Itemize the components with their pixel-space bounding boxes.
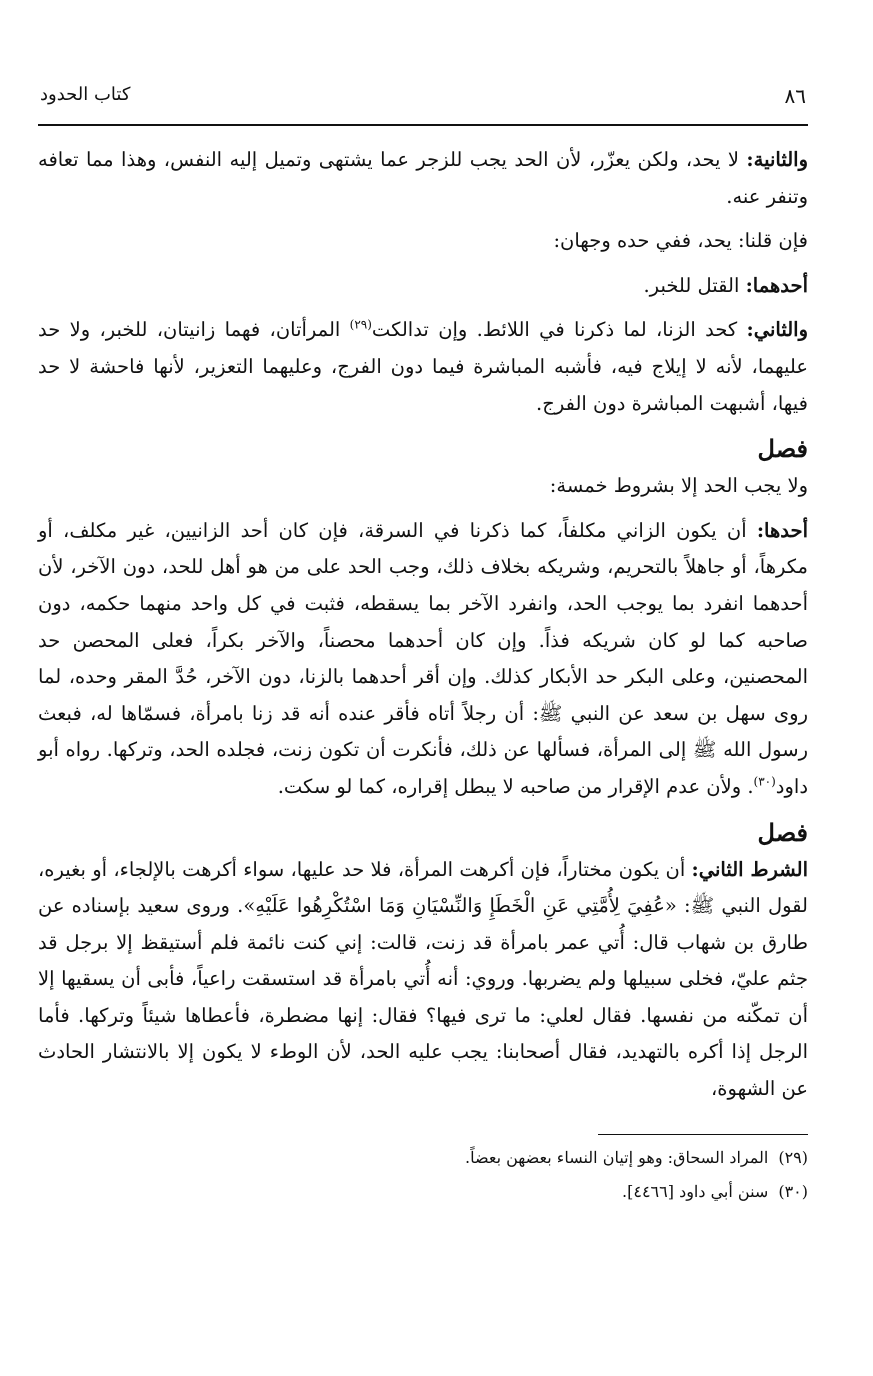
section-heading: فصل bbox=[757, 434, 808, 464]
paragraph-second-opinion bbox=[38, 142, 808, 215]
paragraph-lead: أحدهما: bbox=[745, 273, 808, 297]
footnote-divider bbox=[598, 1134, 808, 1135]
paragraph-text: ولا يجب الحد إلا بشروط خمسة: bbox=[549, 474, 808, 498]
footnote-ref-30[interactable]: (٣٠) bbox=[753, 774, 776, 789]
page-header bbox=[38, 80, 808, 116]
paragraph-second-condition bbox=[38, 852, 808, 1108]
paragraph-lead: والثاني: bbox=[746, 318, 809, 342]
footnote-30 bbox=[38, 1175, 808, 1209]
book-page bbox=[38, 80, 808, 1209]
paragraph-lead: الشرط الثاني: bbox=[691, 857, 808, 881]
footnote-text: سنن أبي داود [٤٤٦٦]. bbox=[622, 1181, 769, 1201]
footnote-29 bbox=[38, 1141, 808, 1175]
running-title: كتاب الحدود bbox=[40, 84, 131, 105]
paragraph-first-aspect bbox=[38, 268, 808, 305]
paragraph-text: كحد الزنا، لما ذكرنا في اللائط. وإن تدالكت bbox=[371, 318, 747, 342]
paragraph-text: أن يكون الزاني مكلفاً، كما ذكرنا في السرقة، فإن كان أحد الزانيين، غير مكلف، أو مكرهاً، أو جاهلاً بالتحريم، وشريكه بخلاف ذلك، وجب الحد على من هو أهل للحد، دون الآخر، لأن أحدهما انفرد بما يوجب الحد، وانفرد الآخر بما يسقطه، فثبت في كل واحد منهما حكمه، دون صاحبه كما لو كان شريكه فذاً. وإن كان أحدهما محصناً، والآخر بكراً، فعلى المحصن حد المحصنين، وعلى البكر حد الأبكار كذلك. وإن أقر أحدهما بالزنا، دون الآخر، حُدَّ المقر وحده، لما روى سهل بن سعد عن النبي ﷺ: أن رجلاً أتاه فأقر عنده أنه قد زنا بامرأة، فسمّاها له، فبعث رسول الله ﷺ إلى المرأة، فسألها عن ذلك، فأنكرت أن تكون زنت، فجلده الحد، وتركها. رواه أبو داود bbox=[38, 518, 808, 798]
footnote-number: (٢٩) bbox=[778, 1147, 808, 1167]
paragraph-text: فإن قلنا: يحد، ففي حده وجهان: bbox=[553, 229, 808, 253]
header-divider bbox=[38, 124, 808, 126]
paragraph-text: القتل للخبر. bbox=[643, 273, 746, 297]
footnote-ref-29[interactable]: (٢٩) bbox=[349, 317, 372, 332]
paragraph-text: لا يحد، ولكن يعزّر، لأن الحد يجب للزجر عما يشتهى وتميل إليه النفس، وهذا مما تعافه وتنفر عنه. bbox=[38, 148, 808, 208]
footnote-number: (٣٠) bbox=[778, 1181, 808, 1201]
paragraph-text: المرأتان، فهما زانيتان، للخبر، ولا حد عليهما، لأنه لا إيلاج فيه، فأشبه المباشرة فيما دون الفرج، وعليهما التعزير، لأنها فاحشة لا حد فيها، أشبهت المباشرة دون الفرج. bbox=[38, 318, 808, 415]
section-heading: فصل bbox=[757, 817, 808, 847]
page-number: ٨٦ bbox=[784, 84, 806, 108]
paragraph-second-aspect bbox=[38, 312, 808, 422]
paragraph-first-condition bbox=[38, 513, 808, 806]
paragraph-text: . ولأن عدم الإقرار من صاحبه لا يبطل إقراره، كما لو سكت. bbox=[277, 774, 754, 798]
paragraph-lead: والثانية: bbox=[746, 148, 808, 171]
footnote-text: المراد السحاق: وهو إتيان النساء بعضهن بعضاً. bbox=[465, 1147, 769, 1167]
paragraph-lead: أحدها: bbox=[756, 518, 808, 542]
paragraph-five-conditions bbox=[38, 468, 808, 505]
paragraph-two-aspects bbox=[38, 223, 808, 260]
paragraph-text: أن يكون مختاراً، فإن أكرهت المرأة، فلا حد عليها، سواء أكرهت بالإلجاء، أو بغيره، لقول النبي ﷺ: «عُفِيَ لِأُمَّتِي عَنِ الْخَطَإِ وَالنِّسْيَانِ وَمَا اسْتُكْرِهُوا عَلَيْهِ». وروى سعيد بإسناده عن طارق بن شهاب قال: أُتي عمر بامرأة قد زنت، قالت: إني كنت نائمة فلم أستيقظ إلا برجل قد جثم عليّ، فخلى سبيلها ولم يضربها. وروي: أنه أُتي بامرأة قد استسقت راعياً، فأبى أن يسقيها إلا أن تمكّنه من نفسها. فقال لعلي: ما ترى فيها؟ فقال: إنها مضطرة، فأعطاها شيئاً وتركها. فأما الرجل إذا أكره بالتهديد، فقال أصحابنا: يجب عليه الحد، لأن الوطء لا يكون إلا بالانتشار الحادث عن الشهوة، bbox=[38, 857, 808, 1101]
